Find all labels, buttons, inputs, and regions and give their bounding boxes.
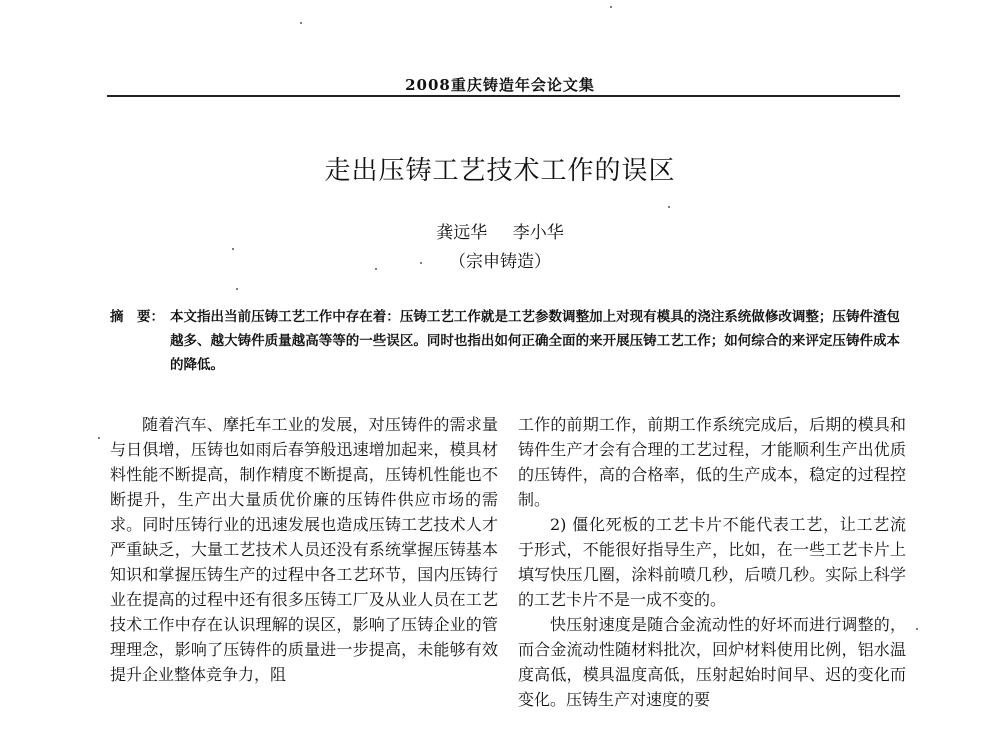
author-name: 龚远华 <box>436 223 488 243</box>
scan-speck <box>236 288 238 290</box>
scan-speck <box>916 628 918 630</box>
scan-speck <box>300 22 302 24</box>
header-rule <box>107 95 900 97</box>
scan-speck <box>232 248 234 250</box>
abstract-text: 本文指出当前压铸工艺工作中存在着：压铸工艺工作就是工艺参数调整加上对现有模具的浇注系统做修改调整；压铸件渣包越多、越大铸件质量越高等等的一些误区。同时也指出如何正确全面的来开展压铸工艺工作；如何综合的来评定压铸件成本的降低。 <box>170 309 900 373</box>
paragraph: 2) 僵化死板的工艺卡片不能代表工艺，让工艺流于形式，不能很好指导生产，比如，在一些工艺卡片上填写快压几圈，涂料前喷几秒，后喷几秒。实际上科学的工艺卡片不是一成不变的。 <box>518 515 906 609</box>
running-header: 2008重庆铸造年会论文集 <box>405 76 595 94</box>
abstract <box>110 305 900 377</box>
scan-speck <box>668 206 670 208</box>
author-name: 李小华 <box>512 223 564 243</box>
scan-speck <box>610 6 612 8</box>
body-column-right <box>518 412 906 712</box>
authors <box>0 218 1000 243</box>
paper-title: 走出压铸工艺技术工作的误区 <box>324 156 676 186</box>
paragraph: 快压射速度是随合金流动性的好坏而进行调整的，而合金流动性随材料批次，回炉材料使用比例，铝水温度高低，模具温度高低，压射起始时间早、迟的变化而变化。压铸生产对速度的要 <box>518 615 906 709</box>
body-column-left <box>110 412 498 687</box>
affiliation: （宗申铸造） <box>449 252 551 272</box>
scan-speck <box>98 437 100 439</box>
paragraph: 随着汽车、摩托车工业的发展，对压铸件的需求量与日俱增，压铸也如雨后春笋般迅速增加起来，模具材料性能不断提高，制作精度不断提高，压铸机性能也不断提升，生产出大量质优价廉的压铸件供应市场的需求。同时压铸行业的迅速发展也造成压铸工艺技术人才严重缺乏，大量工艺技术人员还没有系统掌握压铸基本知识和掌握压铸生产的过程中各工艺环节，国内压铸行业在提高的过程中还有很多压铸工厂及从业人员在工艺技术工作中存在认识理解的误区，影响了压铸企业的管理理念，影响了压铸件的质量进一步提高，未能够有效提升企业整体竞争力，阻 <box>110 415 498 684</box>
scan-speck <box>375 268 377 270</box>
abstract-label: 摘 要： <box>110 309 164 325</box>
paragraph: 工作的前期工作，前期工作系统完成后，后期的模具和铸件生产才会有合理的工艺过程，才能顺利生产出优质的压铸件，高的合格率，低的生产成本，稳定的过程控制。 <box>518 415 906 509</box>
scan-speck <box>420 262 422 264</box>
